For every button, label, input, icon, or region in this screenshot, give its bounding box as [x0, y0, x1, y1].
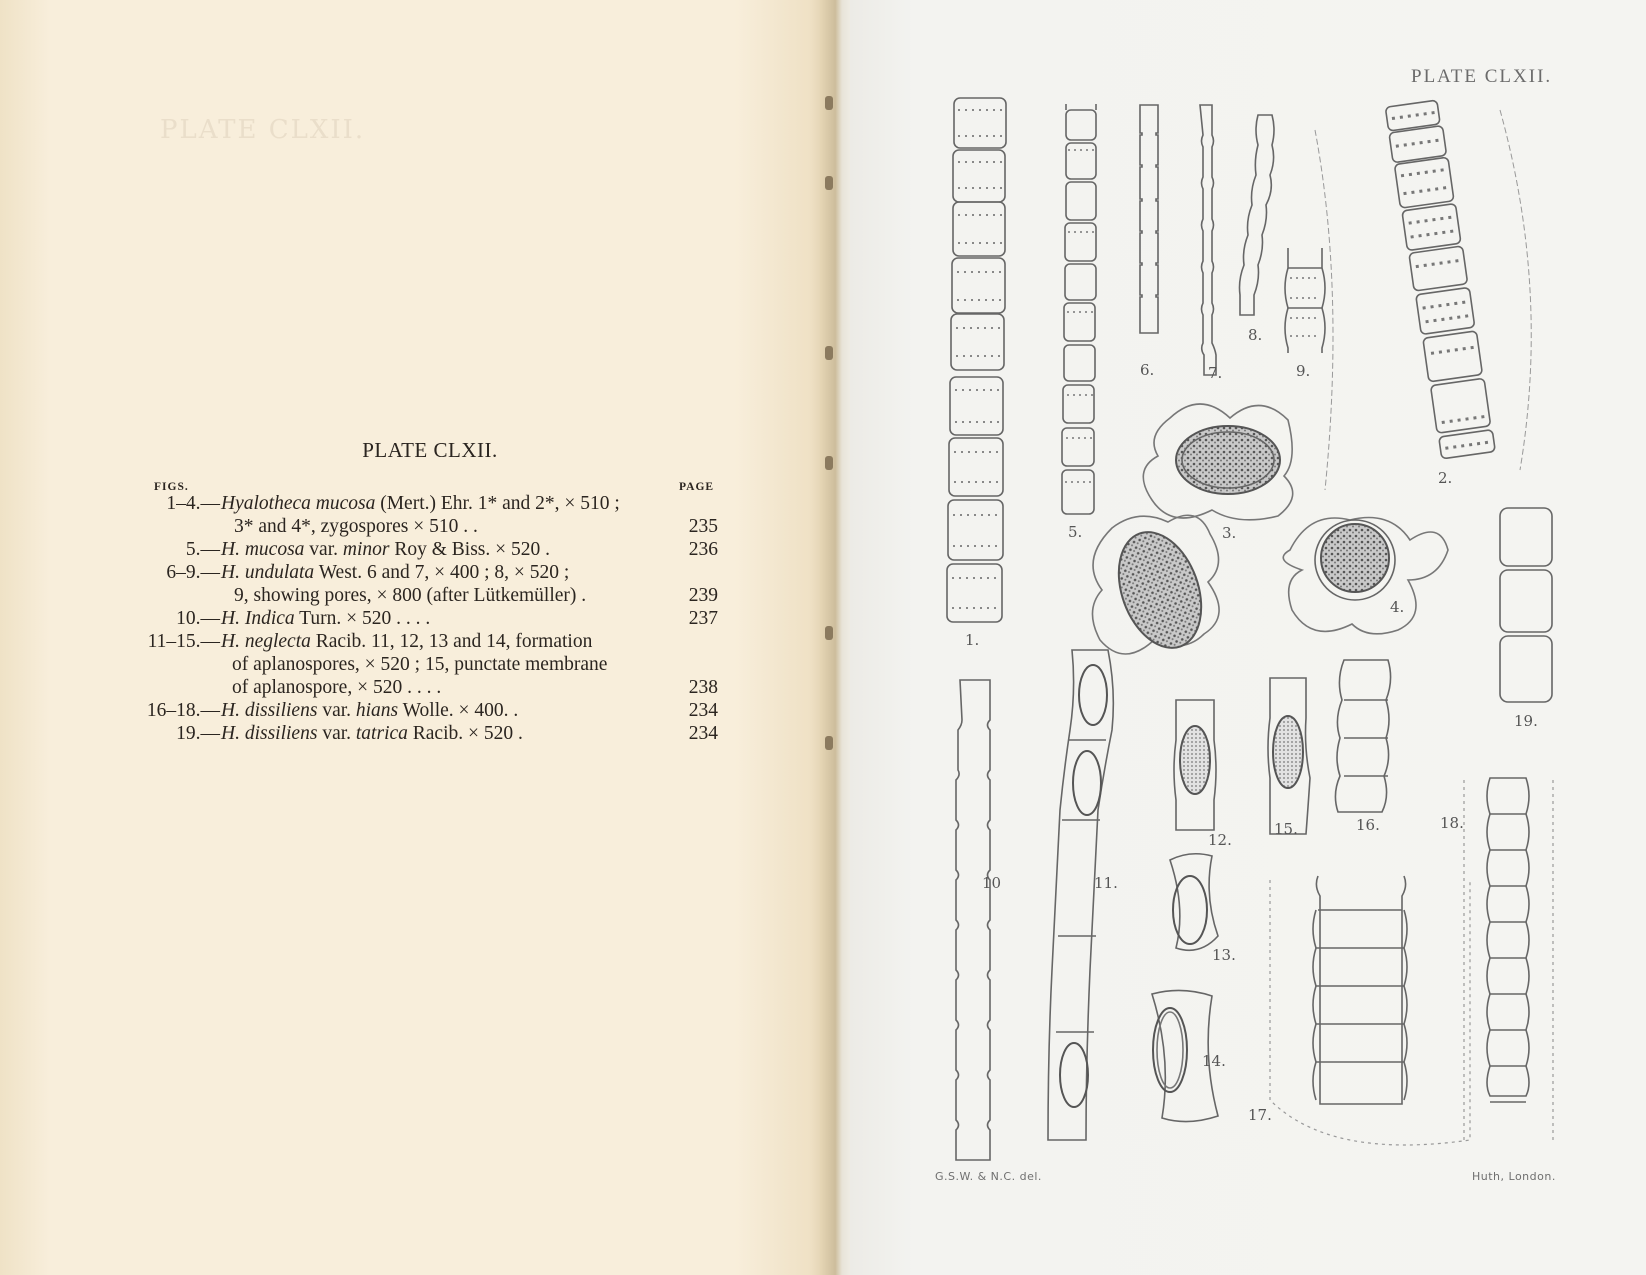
- figure-18-drawing: [1464, 778, 1553, 1140]
- figure-label-19: 19.: [1514, 712, 1538, 730]
- figure-11-drawing: [1048, 650, 1113, 1140]
- left-page: PLATE CLXII. PLATE CLXII. FIGS. PAGE 1–4.— Hyalotheca mucosa (Mert.) Ehr. 1* and 2*, × 510 ; 3* and 4*, zygospores × 510 . . 235 5.— H. mucosa var. minor Roy & Biss. × 520 . 236 6–9.— H. undulata West. 6 and 7, × 400 ; 8, × 520 ; 9, showing pores, × 800 (after Lütkemüller) . 239 10.— H. Indica Turn. × 520 . . . . 237 11–15.— H. neglecta Racib. 11, 12, 13 and 14, formation of aplanospores, × 520 ; 15, punctate membrane of aplanospore, × 520 . . . . 238 16–18.— H. dissiliens var. hians Wolle. × 400. . 234 19.— H. dissiliens var. tatrica Racib. × 520 . 234: [0, 0, 835, 1275]
- figure-label-3: 3.: [1222, 524, 1237, 542]
- plate-heading: PLATE CLXII.: [362, 438, 498, 462]
- binding-stitch: [825, 346, 833, 360]
- plate-title: PLATE CLXII.: [1411, 66, 1553, 87]
- figure-9-drawing: [1285, 248, 1325, 353]
- binding-stitch: [825, 736, 833, 750]
- figure-label-10: 10: [982, 874, 1002, 892]
- figure-7-drawing: [1200, 105, 1216, 375]
- figure-2-drawing: [1315, 99, 1531, 490]
- binding-stitch: [825, 626, 833, 640]
- figure-19-drawing: [1500, 508, 1552, 702]
- figure-label-6: 6.: [1140, 361, 1155, 379]
- binding-stitch: [825, 456, 833, 470]
- figure-6-drawing: [1140, 105, 1158, 333]
- figure-12-drawing: [1174, 700, 1216, 830]
- artist-credit: G.S.W. & N.C. del.: [935, 1170, 1042, 1183]
- figure-label-18: 18.: [1440, 814, 1464, 832]
- figure-label-4: 4.: [1390, 598, 1405, 616]
- figure-4-drawing: [1283, 518, 1448, 634]
- figure-10-drawing: [956, 680, 990, 1160]
- figure-label-16: 16.: [1356, 816, 1380, 834]
- show-through-text: PLATE CLXII.: [160, 115, 366, 145]
- figure-label-5: 5.: [1068, 523, 1083, 541]
- figure-label-9: 9.: [1296, 362, 1311, 380]
- figure-label-17: 17.: [1248, 1106, 1272, 1124]
- figs-column-header: FIGS.: [154, 481, 189, 493]
- figure-15-drawing: [1268, 678, 1310, 834]
- figure-label-1: 1.: [965, 631, 980, 649]
- printer-credit: Huth, London.: [1472, 1170, 1556, 1183]
- plate-illustration: [850, 0, 1646, 1275]
- figure-8-drawing: [1240, 115, 1275, 315]
- figure-label-14: 14.: [1202, 1052, 1226, 1070]
- figure-16-drawing: [1335, 660, 1390, 812]
- page-column-header: PAGE: [679, 481, 715, 493]
- figure-label-13: 13.: [1212, 946, 1236, 964]
- figure-1-drawing: [947, 98, 1006, 622]
- binding-stitch: [825, 176, 833, 190]
- figure-label-8: 8.: [1248, 326, 1263, 344]
- binding-stitch: [825, 96, 833, 110]
- figure-label-2: 2.: [1438, 469, 1453, 487]
- figure-3-drawing: [1143, 404, 1292, 520]
- figure-label-7: 7.: [1208, 364, 1223, 382]
- figure-label-12: 12.: [1208, 831, 1232, 849]
- figure-13-drawing: [1170, 854, 1218, 951]
- figure-5-drawing: [1062, 104, 1096, 514]
- figure-label-11: 11.: [1094, 874, 1118, 892]
- figure-label-15: 15.: [1274, 820, 1298, 838]
- figure-17-drawing: [1270, 876, 1470, 1145]
- figure-3b-drawing: [1092, 515, 1219, 659]
